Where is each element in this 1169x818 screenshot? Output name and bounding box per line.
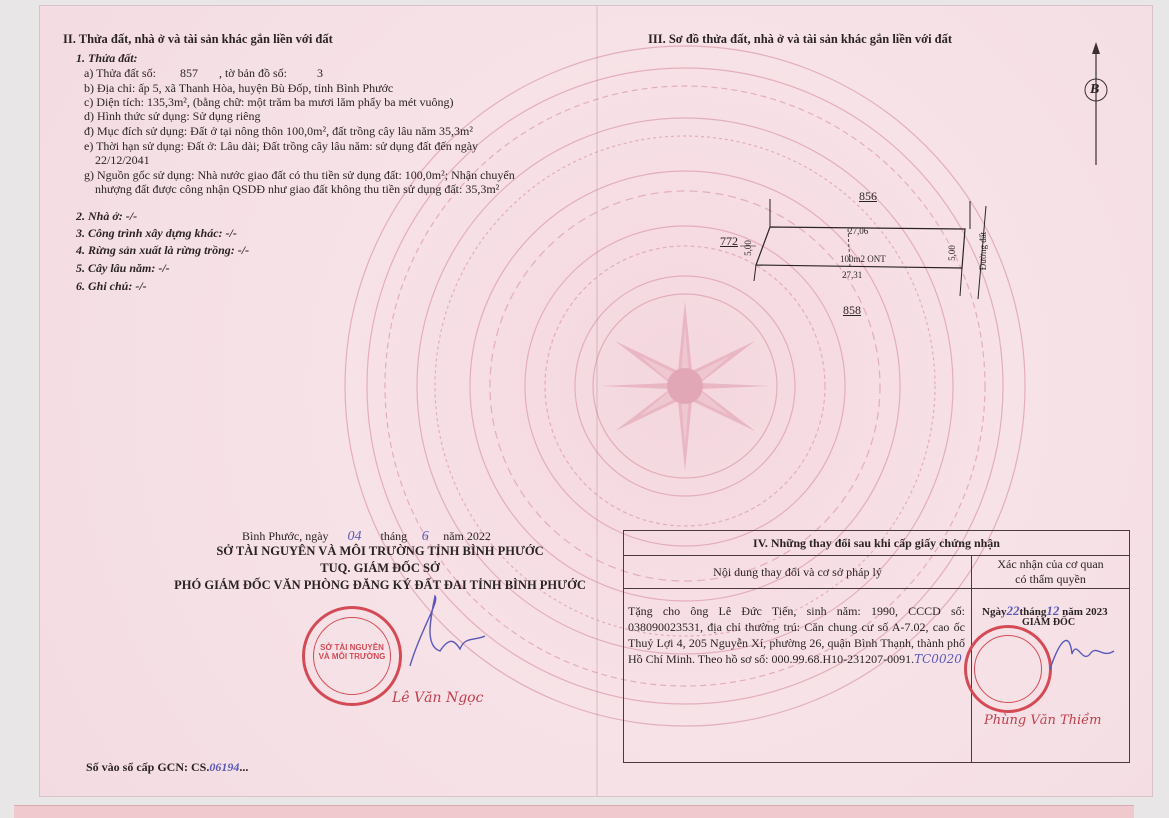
compass-letter: B [1090,82,1100,97]
neighbor-left: 772 [720,234,738,248]
parcel-number-line [84,66,350,80]
usage-origin: g) Nguồn gốc sử dụng: Nhà nước giao đất có thu tiền sử dụng đất: 100,0m²; Nhận chuyển [84,168,515,182]
confirm-signature [1042,629,1122,679]
issuer-signer-name: Lê Văn Ngọc [392,690,484,706]
perennial-item: 5. Cây lâu năm: -/- [76,261,170,275]
map-sheet-no: 3 [316,66,323,80]
construction-item: 3. Công trình xây dựng khác: -/- [76,226,237,240]
section4-title: IV. Những thay đổi sau khi cấp giấy chứng nhận [624,531,1130,556]
usage-term: e) Thời hạn sử dụng: Đất ở: Lâu dài; Đất trồng cây lâu năm: sử dụng đất đến ngày [84,139,479,153]
year-label: năm 2022 [443,529,491,543]
parcel-heading: 1. Thửa đất: [76,51,138,65]
usage-purpose: đ) Mục đích sử dụng: Đất ở tại nông thôn 100,0m², đất trồng cây lâu năm 35,3m² [84,124,473,138]
forest-item: 4. Rừng sản xuất là rừng trồng: -/- [76,243,250,257]
notes-item: 6. Ghi chú: -/- [76,279,147,293]
issuer-seal-center: SỞ TÀI NGUYÊN VÀ MÔI TRƯỜNG [318,643,386,661]
confirm-header-line1: Xác nhận của cơ quan [997,557,1104,571]
issuing-authority: TUQ. GIÁM ĐỐC SỞ [320,561,440,575]
registry-dots: ... [239,760,249,774]
issuing-position: PHÓ GIÁM ĐỐC VĂN PHÒNG ĐĂNG KÝ ĐẤT ĐAI TỈNH BÌNH PHƯỚC [174,578,586,592]
dim-top: 27,06 [848,226,869,236]
confirm-day: 22 [1006,603,1020,618]
confirm-month-label: tháng [1019,606,1047,618]
issuing-org: SỞ TÀI NGUYÊN VÀ MÔI TRƯỜNG TỈNH BÌNH PHƯỚC [216,544,544,558]
change-content-hand: TC0020 [914,652,962,666]
usage-term-date: 22/12/2041 [95,153,150,167]
usage-origin-cont: nhượng đất được công nhận QSDĐ như giao đất không thu tiền sử dụng đất: 35,3m² [95,182,500,196]
center-fold [596,6,598,796]
changes-col-header: Nội dung thay đổi và cơ sở pháp lý [624,556,972,589]
dim-bottom: 27,31 [842,270,863,280]
usage-form: d) Hình thức sử dụng: Sử dụng riêng [84,109,261,123]
month-label: tháng [380,529,408,543]
neighbor-top: 856 [859,189,877,203]
dim-right: 5,00 [946,245,957,261]
confirm-month: 12 [1046,603,1060,618]
branch-seal [964,625,1052,713]
changes-table [623,530,1130,763]
change-content-cell [624,589,972,763]
house-item: 2. Nhà ở: -/- [76,209,138,223]
parcel-address: b) Địa chỉ: ấp 5, xã Thanh Hòa, huyện Bù Đốp, tỉnh Bình Phước [84,81,394,95]
confirm-col-header [972,556,1130,589]
parcel-area: c) Diện tích: 135,3m², (bằng chữ: một trăm ba mươi lăm phẩy ba mét vuông) [84,95,454,109]
month-handwritten: 6 [421,529,429,544]
area-label: 100m2 ONT [840,254,886,264]
day-handwritten: 04 [347,529,362,544]
date-prefix: Bình Phước, ngày [242,529,329,543]
parcel-sketch [740,191,1010,301]
north-arrow-icon [1076,40,1116,170]
change-content: Tặng cho ông Lê Đức Tiến, sinh năm: 1990, CCCD số: 038090023531, địa chỉ thường trú: Căn chung cư số A-7.02, cao ốc Thuỷ Lợi 4, 205 Nguyễn Xí, phường 26, quận Bình Thạnh, thành phố Hồ Chí Minh. Theo hồ sơ số: 000.99.68.H10-231207-0091. [628,604,965,666]
registry-line [86,760,248,774]
confirm-signer-name: Phùng Văn Thiềm [984,713,1102,728]
registry-label: Số vào sổ cấp GCN: CS. [86,760,210,774]
confirm-day-label: Ngày [982,606,1007,618]
confirm-year: năm 2023 [1062,606,1108,618]
section3-title: III. Sơ đồ thửa đất, nhà ở và tài sản khác gắn liền với đất [648,32,953,46]
parcel-no: 857 [179,66,198,80]
confirm-header-line2: có thẩm quyền [1015,572,1086,586]
next-page-edge [14,805,1134,818]
dim-left: 5,00 [742,240,753,256]
certificate-sheet [40,6,1152,796]
map-sheet-label: , tờ bản đồ số: [218,66,287,80]
issuer-signature [380,591,490,671]
road-label: Đường đất [978,231,989,271]
section2-title: II. Thửa đất, nhà ở và tài sản khác gắn liền với đất [63,32,333,46]
confirm-title: GIÁM ĐỐC [1022,617,1076,628]
parcel-no-label: a) Thửa đất số: [84,66,156,80]
registry-number: 06194 [209,760,240,774]
neighbor-bottom: 858 [843,303,861,317]
confirm-cell [972,589,1130,763]
signing-date [242,529,491,544]
